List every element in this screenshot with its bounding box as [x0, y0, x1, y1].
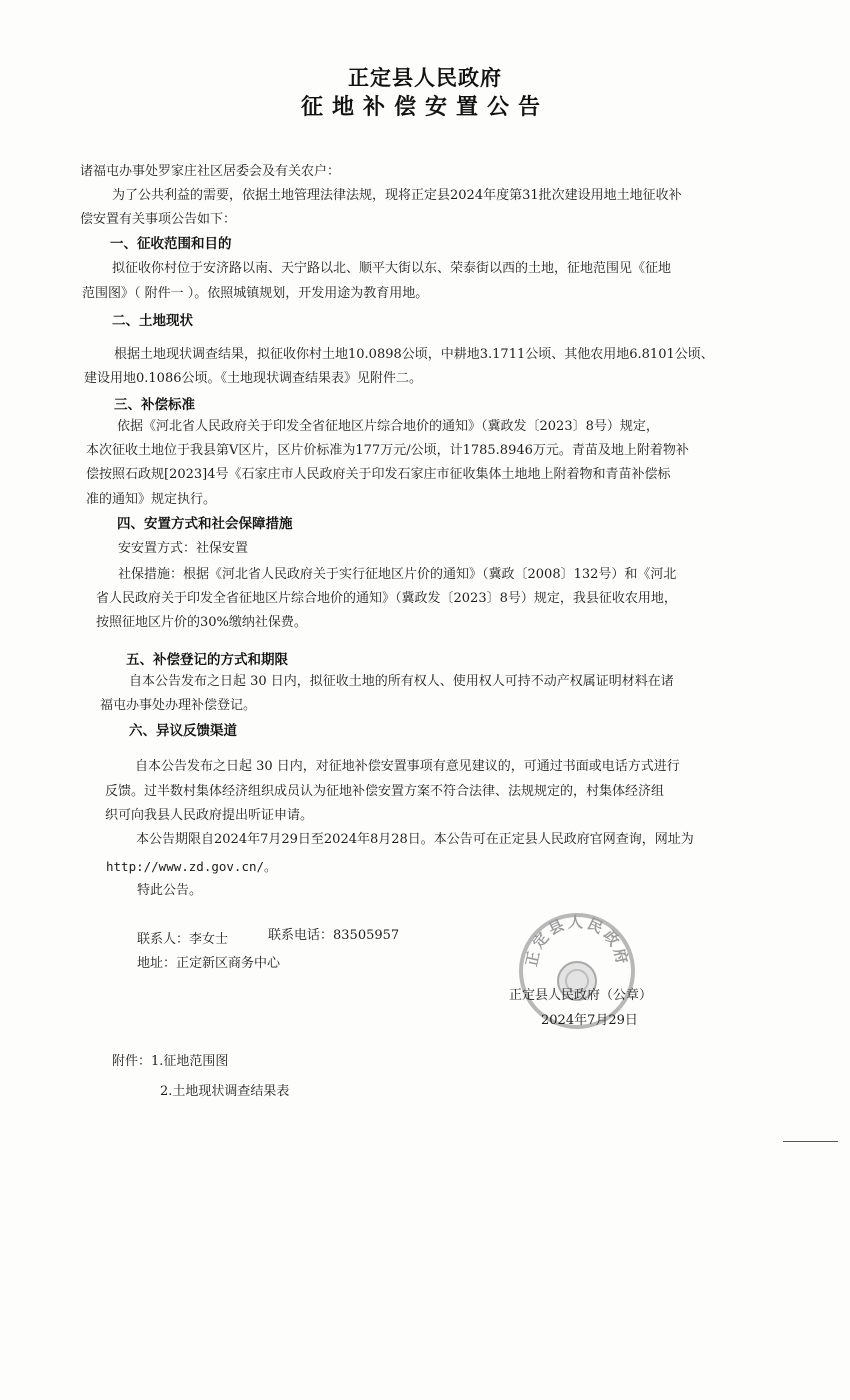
document-title: 征地补偿安置公告	[300, 95, 549, 120]
section-3-line-3: 偿按照石政规[2023]4号《石家庄市人民政府关于印发石家庄市征收集体土地地上附着物和青苗补偿标	[86, 467, 671, 482]
contact-person	[137, 931, 228, 949]
attachments-label: 附件：	[112, 1054, 152, 1069]
section-2-line-1: 根据土地现状调查结果，拟征收你村土地10.0898公顷，中耕地3.1711公顷、其他农用地6.8101公顷、	[114, 347, 714, 362]
section-5-heading: 五、补偿登记的方式和期限	[126, 652, 288, 668]
section-2-heading: 二、土地现状	[112, 313, 193, 329]
section-1-heading: 一、征收范围和目的	[110, 236, 232, 252]
contact-address-label: 地址：	[137, 956, 177, 971]
section-1-line-2: 范围图》（ 附件一 ）。依照城镇规划，开发用途为教育用地。	[82, 286, 429, 301]
contact-person-value: 李女士	[189, 932, 229, 947]
section-3-line-4: 准的通知》规定执行。	[86, 492, 217, 507]
section-3-heading: 三、补偿标准	[114, 397, 195, 413]
closing-text: 特此公告。	[137, 883, 203, 898]
section-4-line-4: 按照征地区片价的30%缴纳社保费。	[96, 615, 307, 630]
section-2-line-2: 建设用地0.1086公顷。《土地现状调查结果表》见附件二。	[84, 371, 422, 386]
section-5-line-1: 自本公告发布之日起 30 日内，拟征收土地的所有权人、使用权人可持不动产权属证明材料在诸	[129, 674, 674, 689]
section-4-line-1: 安安置方式：社保安置	[118, 541, 249, 556]
section-1-line-1: 拟征收你村位于安济路以南、天宁路以北、顺平大街以东、荣泰街以西的土地，征地范围见《征地	[112, 261, 672, 276]
period-line: 本公告期限自2024年7月29日至2024年8月28日。本公告可在正定县人民政府官网查询，网址为	[136, 832, 694, 847]
attachment-item-1: 1.征地范围图	[151, 1054, 229, 1069]
attachments-first	[112, 1053, 228, 1071]
section-4-line-3: 省人民政府关于印发全省征地区片综合地价的通知》（冀政发〔2023〕8号）规定，我县征收农用地，	[96, 591, 677, 606]
document-title-issuer: 正定县人民政府	[348, 66, 502, 90]
contact-address	[137, 955, 280, 973]
contact-address-value: 正定新区商务中心	[176, 956, 281, 971]
contact-person-label: 联系人：	[137, 932, 190, 947]
website-url: http://www.zd.gov.cn/。	[106, 859, 277, 874]
section-4-heading: 四、安置方式和社会保障措施	[117, 516, 293, 532]
section-4-line-2: 社保措施：根据《河北省人民政府关于实行征地区片价的通知》（冀政〔2008〕132号）和《河北	[118, 567, 677, 582]
contact-phone-label: 联系电话：	[268, 928, 334, 943]
intro-line-2: 偿安置有关事项公告如下：	[80, 212, 237, 227]
section-6-line-3: 织可向我县人民政府提出听证申请。	[105, 808, 314, 823]
seal-text: 正定县人民政府	[522, 913, 632, 969]
issue-date: 2024年7月29日	[541, 1013, 638, 1028]
issuer-signature: 正定县人民政府（公章）	[509, 988, 653, 1003]
section-6-heading: 六、异议反馈渠道	[129, 723, 237, 739]
addressee: 诸福屯办事处罗家庄社区居委会及有关农户：	[80, 164, 341, 179]
section-6-line-2: 反馈。过半数村集体经济组织成员认为征地补偿安置方案不符合法律、法规规定的，村集体经济组	[105, 784, 665, 799]
section-3-line-2: 本次征收土地位于我县第Ⅴ区片，区片价标准为177万元/公顷，计1785.8946万元。青苗及地上附着物补	[86, 443, 689, 458]
attachment-item-2: 2.土地现状调查结果表	[160, 1084, 290, 1099]
section-6-line-1: 自本公告发布之日起 30 日内，对征地补偿安置事项有意见建议的，可通过书面或电话方式进行	[135, 759, 680, 774]
section-5-line-2: 福屯办事处办理补偿登记。	[100, 698, 257, 713]
scan-edge-line	[783, 1141, 838, 1142]
section-3-line-1: 依据《河北省人民政府关于印发全省征地区片综合地价的通知》（冀政发〔2023〕8号）规定，	[117, 419, 659, 434]
contact-phone-value: 83505957	[333, 928, 400, 943]
contact-phone	[268, 927, 399, 945]
intro-line-1: 为了公共利益的需要，依据土地管理法律法规，现将正定县2024年度第31批次建设用地土地征收补	[112, 188, 682, 203]
